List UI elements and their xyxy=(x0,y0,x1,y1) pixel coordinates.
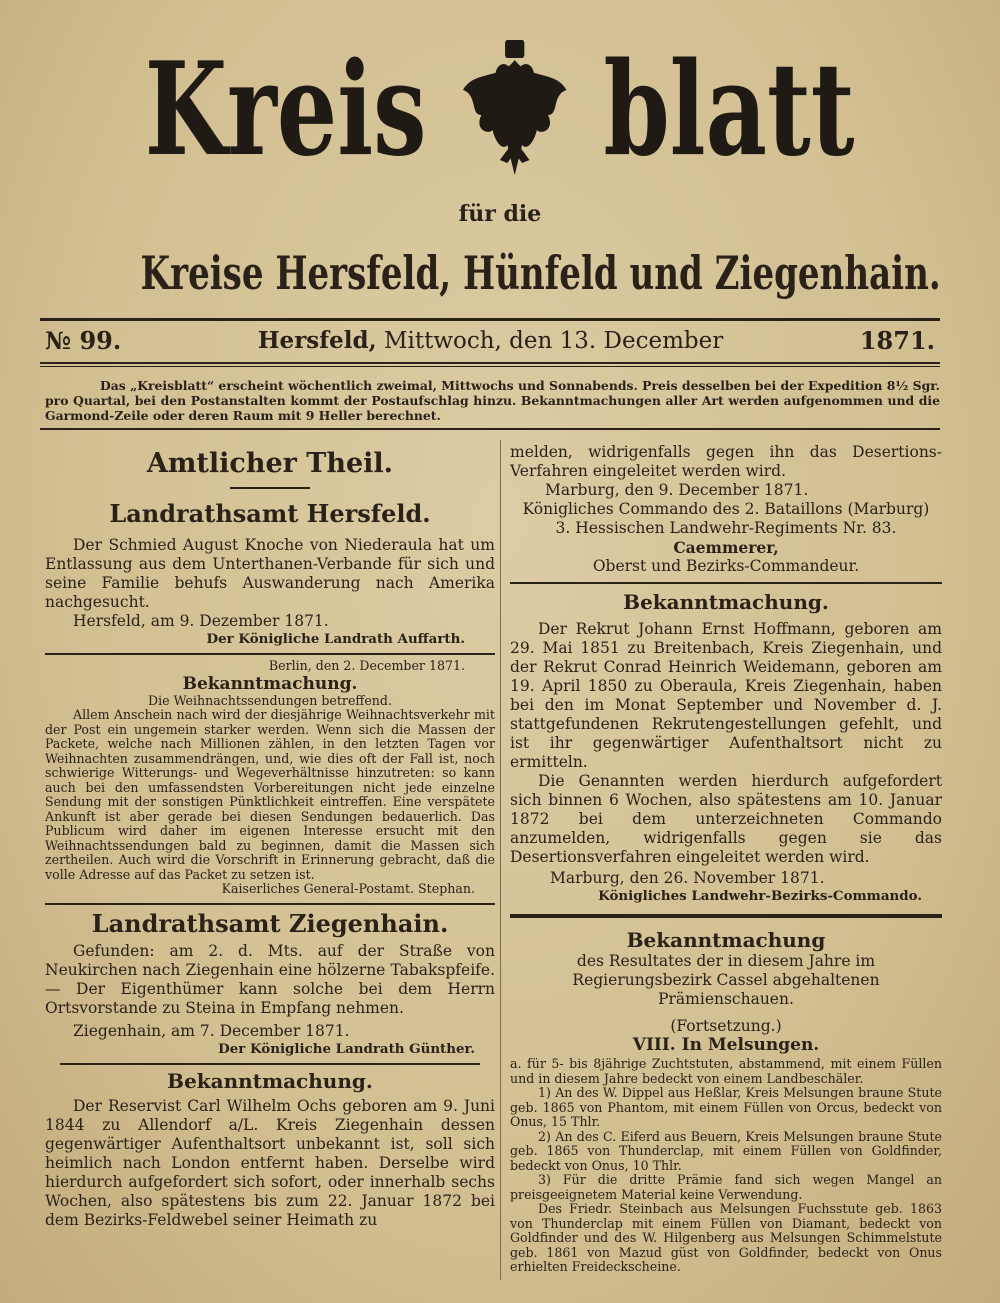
article-heading: Bekanntmachung. xyxy=(182,673,358,694)
article-section: VIII. In Melsungen. xyxy=(632,1035,820,1055)
masthead-title-left: Kreis xyxy=(145,35,427,185)
article-intro: des Resultates der in diesem Jahre im Regierungsbezirk Cassel abgehaltenen Prämienschauen. xyxy=(572,952,880,1008)
masthead-subtitle: Kreise Hersfeld, Hünfeld und Ziegenhain. xyxy=(140,246,941,300)
issue-date: Mittwoch, den 13. December xyxy=(383,328,724,354)
divider xyxy=(60,1063,480,1065)
article-heading: Landrathsamt Ziegenhain. xyxy=(91,908,449,938)
section-heading: Amtlicher Theil. xyxy=(146,448,394,479)
divider xyxy=(510,914,942,918)
article-heading: Landrathsamt Hersfeld. xyxy=(109,499,431,528)
masthead-for: für die xyxy=(458,201,542,227)
eagle-icon xyxy=(460,35,571,185)
article-body: Der Rekrut Johann Ernst Hoffmann, geboren am 29. Mai 1851 zu Breitenbach, Kreis Ziegenhain, und der Rekrut Conrad Heinrich Weidemann, geboren am 19. April 1850 zu Oberaula, Kreis Ziegenhain, haben bei den im Monat September und November d. J. stattgefundenen Rekrutengestellungen gefehlt, und ist ihr gegenwärtiger Aufenthaltsort nicht zu ermitteln. xyxy=(510,620,942,771)
article-signature: Oberst und Bezirks-Commandeur. xyxy=(592,557,860,575)
article-date: Marburg, den 26. November 1871. xyxy=(550,869,825,887)
masthead-title xyxy=(0,35,1000,185)
list-item: 2) An des C. Eiferd aus Beuern, Kreis Melsungen braune Stute geb. 1865 von Thunderclap, mit einem Füllen von Goldfinder, bedeckt von Onus, 10 Thlr. xyxy=(510,1128,942,1173)
divider xyxy=(40,318,940,321)
article-date: Hersfeld, am 9. Dezember 1871. xyxy=(73,612,329,630)
article-body: Allem Anschein nach wird der diesjährige Weihnachtsverkehr mit der Post ein ungemein starker werden. Wenn sich die Massen der Packete, welche nach Millionen zählen, in den letzten Tagen vor Weihnachten zusammendrängen, und, wie dies oft der Fall ist, noch schwierige Witterungs- und Wegeverhältnisse hinzutreten: so kann auch bei den umfassendsten Vorbereitungen nicht jede einzelne Sendung mit der sonstigen Pünktlichkeit eintreffen. Eine verspätete Ankunft ist aber gerade bei diesen Sendungen bedauerlich. Das Publicum wird daher im eigenen Interesse ersucht mit den Weihnachtssendungen bald zu beginnen, damit die Massen sich zertheilen. Auch wird die Vorschrift in Erinnerung gebracht, daß die volle Adresse auf das Packet zu setzen ist. xyxy=(45,707,495,882)
article-signature: Kaiserliches General-Postamt. Stephan. xyxy=(221,881,475,896)
divider xyxy=(40,366,940,367)
article-body: a. für 5- bis 8jährige Zuchtstuten, abstammend, mit einem Füllen und in diesem Jahre bedeckt von einem Landbeschäler. xyxy=(510,1056,942,1086)
article-signature: Der Königliche Landrath Auffarth. xyxy=(206,631,465,647)
divider xyxy=(45,903,495,905)
article-signature: 3. Hessischen Landwehr-Regiments Nr. 83. xyxy=(555,519,897,537)
divider xyxy=(40,428,940,430)
article-signature: Caemmerer, xyxy=(673,538,779,557)
article-date: Ziegenhain, am 7. December 1871. xyxy=(73,1021,350,1040)
issue-year: 1871. xyxy=(859,326,935,355)
article-body: Gefunden: am 2. d. Mts. auf der Straße von Neukirchen nach Ziegenhain eine hölzerne Tabakspfeife. — Der Eigenthümer kann solche bei dem Herrn Ortsvorstande zu Steina in Empfang nehmen. xyxy=(45,941,495,1017)
article-signature: Königliches Landwehr-Bezirks-Commando. xyxy=(598,888,922,904)
column-divider xyxy=(500,440,501,1280)
article-signature: Königliches Commando des 2. Bataillons (Marburg) xyxy=(522,500,930,518)
article-heading: Bekanntmachung. xyxy=(167,1068,373,1093)
article-heading: Bekanntmachung xyxy=(626,928,826,952)
issue-place: Hersfeld, xyxy=(257,327,377,354)
article-date: Marburg, den 9. December 1871. xyxy=(545,481,809,499)
list-item: 3) Für die dritte Prämie fand sich wegen Mangel an preisgeeignetem Material keine Verwendung. xyxy=(510,1172,942,1202)
divider xyxy=(510,582,942,584)
issue-number: № 99. xyxy=(45,326,122,355)
divider xyxy=(45,653,495,655)
divider xyxy=(40,362,940,364)
masthead-title-row xyxy=(145,35,855,185)
article-body: melden, widrigenfalls gegen ihn das Desertions-Verfahren eingeleitet werden wird. xyxy=(510,443,942,480)
issue-line xyxy=(45,325,935,357)
article-body: Des Friedr. Steinbach aus Melsungen Fuchsstute geb. 1863 von Thunderclap mit einem Füllen von Diamant, bedeckt von Goldfinder und des W. Hilgenberg aus Melsungen Schimmelstute geb. 1861 von Mazud güst von Goldfinder, bedeckt von Onus erhielten Freideckscheine. xyxy=(510,1201,942,1274)
article-signature: Der Königliche Landrath Günther. xyxy=(218,1040,475,1057)
masthead-subtitle-row xyxy=(0,245,1000,301)
article-body: Der Schmied August Knoche von Niederaula hat um Entlassung aus dem Unterthanen-Verbande für sich und seine Familie behufs Auswanderung nach Amerika nachgesucht. xyxy=(45,536,495,611)
right-column xyxy=(510,443,942,1275)
list-item: 1) An des W. Dippel aus Heßlar, Kreis Melsungen braune Stute geb. 1865 von Phantom, mit einem Füllen von Orcus, bedeckt von Onus, 15 Thlr. xyxy=(510,1085,942,1129)
masthead-title-right: blatt xyxy=(603,35,855,185)
subscription-notice: Das „Kreisblatt“ erscheint wöchentlich zweimal, Mittwochs und Sonnabends. Preis desselben bei der Expedition 8½ Sgr. pro Quartal, bei den Postanstalten kommt der Postaufschlag hinzu. Bekanntmachungen aller Art werden aufgenommen und die Garmond-Zeile oder deren Raum mit 9 Heller berechnet. xyxy=(45,378,940,423)
article-body: Die Genannten werden hierdurch aufgefordert sich binnen 6 Wochen, also spätestens am 10. Januar 1872 bei dem unterzeichneten Commando anzumelden, widrigenfalls gegen sie das Desertionsverfahren eingeleitet werden wird. xyxy=(510,772,942,866)
article-continued: (Fortsetzung.) xyxy=(670,1017,782,1035)
divider xyxy=(230,487,310,489)
article-subheading: Die Weihnachtssendungen betreffend. xyxy=(148,692,392,708)
article-heading: Bekanntmachung. xyxy=(623,590,829,614)
left-column xyxy=(45,448,495,1230)
article-dateline: Berlin, den 2. December 1871. xyxy=(268,658,465,673)
article-body: Der Reservist Carl Wilhelm Ochs geboren am 9. Juni 1844 zu Allendorf a/L. Kreis Ziegenhain dessen gegenwärtiger Aufenthaltsort unbekannt ist, soll sich heimlich nach London entfernt haben. Derselbe wird hierdurch aufgefordert sich sofort, oder innerhalb sechs Wochen, also spätestens bis zum 22. Januar 1872 bei dem Bezirks-Feldwebel seiner Heimath zu xyxy=(45,1096,495,1229)
issue-dateline xyxy=(258,325,723,357)
